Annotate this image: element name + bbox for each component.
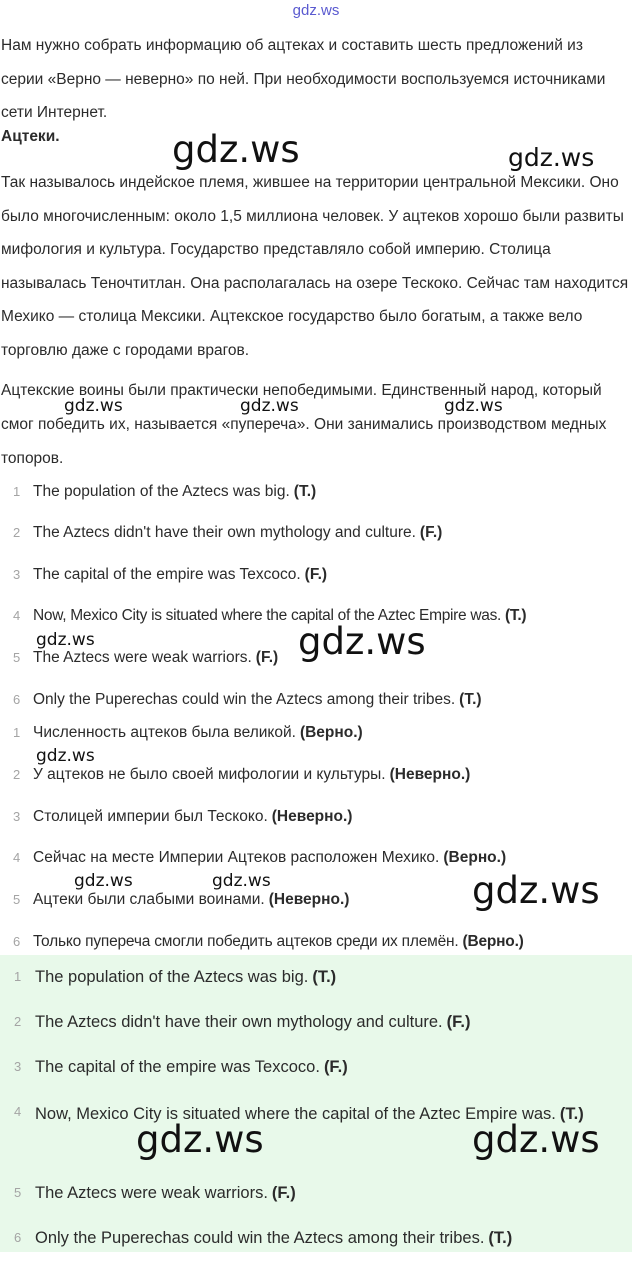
watermark: gdz.ws xyxy=(212,871,271,891)
list-item xyxy=(0,565,630,607)
item-answer: (T.) xyxy=(488,1229,513,1247)
watermark: gdz.ws xyxy=(472,869,600,912)
item-number: 1 xyxy=(14,969,22,984)
aztecs-paragraph-2: Ацтекские воины были практически непобедимыми. Единственный народ, который смог победить их, называется «пупереча». Они занимались производством медных топоров. xyxy=(1,382,607,467)
item-text: The capital of the empire was Texcoco. xyxy=(35,1058,320,1076)
item-number: 3 xyxy=(13,567,21,582)
item-number: 3 xyxy=(13,809,21,824)
list-item xyxy=(0,482,630,524)
item-number: 1 xyxy=(13,725,21,740)
item-number: 4 xyxy=(14,1104,22,1119)
list-item xyxy=(0,1057,630,1099)
item-text: Now, Mexico City is situated where the capital of the Aztec Empire was. xyxy=(35,1105,556,1123)
watermark: gdz.ws xyxy=(36,746,95,766)
watermark: gdz.ws xyxy=(444,396,503,416)
list-item xyxy=(0,1228,630,1270)
item-answer: (Верно.) xyxy=(462,933,524,950)
item-text: The capital of the empire was Texcoco. xyxy=(33,566,301,583)
item-number: 3 xyxy=(14,1059,22,1074)
item-answer: (F.) xyxy=(419,524,443,541)
item-number: 4 xyxy=(13,850,21,865)
watermark: gdz.ws xyxy=(298,620,426,663)
item-answer: (F.) xyxy=(323,1058,348,1076)
item-number: 2 xyxy=(13,767,21,782)
item-answer: (T.) xyxy=(459,691,482,708)
item-number: 2 xyxy=(14,1014,22,1029)
list-item xyxy=(0,967,630,1009)
item-answer: (T.) xyxy=(312,968,337,986)
list-item xyxy=(0,1012,630,1054)
section-heading: Ацтеки. xyxy=(1,128,60,145)
item-number: 6 xyxy=(13,692,21,707)
item-answer: (F.) xyxy=(255,649,279,666)
item-answer: (Верно.) xyxy=(443,849,507,866)
list-item xyxy=(0,1183,630,1225)
list-item xyxy=(0,807,630,849)
item-text: Столицей империи был Тескоко. xyxy=(33,808,268,825)
item-text: The Aztecs were weak warriors. xyxy=(33,649,252,666)
list-item xyxy=(0,523,630,565)
item-answer: (Неверно.) xyxy=(268,891,350,908)
answer-panel xyxy=(0,955,632,1252)
item-text: Только пупереча смогли победить ацтеков среди их племён. xyxy=(33,933,459,950)
item-text: The Aztecs were weak warriors. xyxy=(35,1184,268,1202)
item-answer: (Неверно.) xyxy=(271,808,353,825)
watermark: gdz.ws xyxy=(240,396,299,416)
item-text: The population of the Aztecs was big. xyxy=(33,483,290,500)
item-number: 5 xyxy=(14,1185,22,1200)
watermark: gdz.ws xyxy=(472,1118,600,1161)
item-number: 5 xyxy=(13,892,21,907)
item-text: The Aztecs didn't have their own mythology and culture. xyxy=(35,1013,443,1031)
item-text: Численность ацтеков была великой. xyxy=(33,724,296,741)
watermark: gdz.ws xyxy=(172,128,300,171)
item-number: 6 xyxy=(13,934,21,949)
item-answer: (F.) xyxy=(304,566,328,583)
watermark: gdz.ws xyxy=(74,871,133,891)
item-answer: (T.) xyxy=(559,1105,584,1123)
site-name[interactable]: gdz.ws xyxy=(292,2,340,19)
item-text: The population of the Aztecs was big. xyxy=(35,968,309,986)
item-text: The Aztecs didn't have their own mythology and culture. xyxy=(33,524,416,541)
item-text: Сейчас на месте Империи Ацтеков расположен Мехико. xyxy=(33,849,440,866)
watermark: gdz.ws xyxy=(36,630,95,650)
item-number: 5 xyxy=(13,650,21,665)
watermark: gdz.ws xyxy=(64,396,123,416)
watermark: gdz.ws xyxy=(508,143,595,172)
aztecs-paragraph-1: Так называлось индейское племя, жившее на территории центральной Мексики. Оно было многочисленным: около 1,5 миллиона человек. У ацтеков хорошо были развиты мифология и культура. Государство представляло собой империю. Столица называлась Теночтитлан. Она располагалась на озере Тескоко. Сейчас там находится Мехико — столица Мексики. Ацтекское государство было богатым, а также вело торговлю даже с городами врагов. xyxy=(1,174,629,359)
item-answer: (T.) xyxy=(293,483,317,500)
item-number: 2 xyxy=(13,525,21,540)
item-answer: (Верно.) xyxy=(299,724,363,741)
item-text: У ацтеков не было своей мифологии и культуры. xyxy=(33,766,386,783)
item-answer: (F.) xyxy=(271,1184,296,1202)
intro-text: Нам нужно собрать информацию об ацтеках и составить шесть предложений из серии «Верно — неверно» по ней. При необходимости воспользуемся источниками сети Интернет. xyxy=(1,37,606,121)
item-answer: (Неверно.) xyxy=(389,766,471,783)
item-answer: (T.) xyxy=(505,607,527,624)
item-text: Now, Mexico City is situated where the capital of the Aztec Empire was. xyxy=(33,607,502,624)
item-answer: (F.) xyxy=(446,1013,471,1031)
list-item xyxy=(0,765,630,807)
item-text: Ацтеки были слабыми воинами. xyxy=(33,891,265,908)
watermark: gdz.ws xyxy=(136,1118,264,1161)
item-number: 6 xyxy=(14,1230,22,1245)
item-text: Only the Puperechas could win the Aztecs among their tribes. xyxy=(33,691,456,708)
item-number: 1 xyxy=(13,484,21,499)
item-number: 4 xyxy=(13,608,21,623)
item-text: Only the Puperechas could win the Aztecs among their tribes. xyxy=(35,1229,485,1247)
